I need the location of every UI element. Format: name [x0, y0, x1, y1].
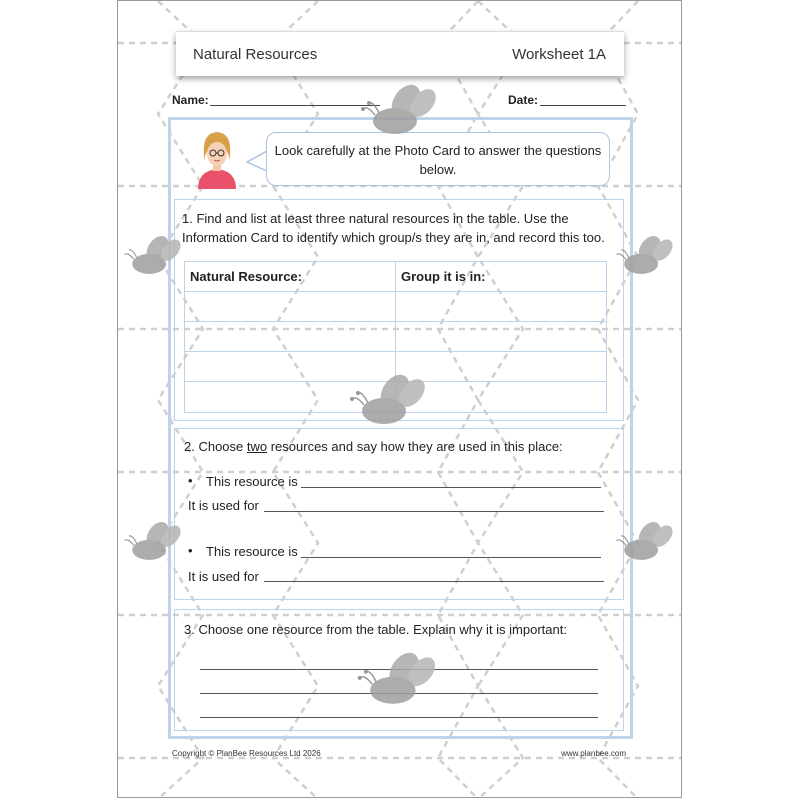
table-row-line	[185, 321, 606, 322]
bullet-1: •	[188, 473, 193, 488]
name-label: Name:	[172, 93, 209, 107]
bee-icon	[123, 233, 183, 281]
answer-line[interactable]	[200, 717, 598, 718]
used-for-answer-line-1[interactable]	[264, 511, 604, 512]
table-header-natural-resource: Natural Resource:	[190, 269, 302, 284]
table-row-line	[185, 291, 606, 292]
teacher-avatar-icon	[194, 127, 240, 189]
footer-website: www.planbee.com	[561, 749, 626, 758]
instruction-text: Look carefully at the Photo Card to answer the questions below.	[274, 143, 602, 177]
bee-icon	[615, 233, 675, 281]
bee-icon	[348, 373, 430, 431]
worksheet-number: Worksheet 1A	[512, 46, 606, 63]
header-title-box	[176, 31, 624, 76]
worksheet-page	[117, 0, 682, 798]
resource-label-2: This resource is	[206, 544, 298, 559]
table-row-line	[185, 351, 606, 352]
footer-copyright: Copyright © PlanBee Resources Ltd 2026	[172, 749, 321, 758]
question-1-text: 1. Find and list at least three natural resources in the table. Use the Information Card to identify which group/s they are in, and record this too.	[182, 211, 605, 245]
question-2-text-before: 2. Choose	[184, 439, 247, 454]
date-label: Date:	[508, 93, 539, 107]
question-2-text-after: resources and say how they are used in this place:	[267, 439, 563, 454]
worksheet-title: Natural Resources	[193, 46, 318, 63]
used-for-label-2: It is used for	[188, 569, 259, 584]
used-for-answer-line-2[interactable]	[264, 581, 604, 582]
bee-icon	[615, 519, 675, 567]
bee-icon	[361, 83, 439, 141]
question-2-text	[184, 437, 563, 456]
name-input-line[interactable]	[210, 105, 380, 106]
table-header-group: Group it is in:	[401, 269, 486, 284]
resource-answer-line-2[interactable]	[301, 557, 601, 558]
question-3-text: 3. Choose one resource from the table. Explain why it is important:	[184, 622, 567, 637]
resource-label-1: This resource is	[206, 474, 298, 489]
speech-bubble-tail	[246, 149, 268, 173]
bee-icon	[123, 519, 183, 567]
bullet-2: •	[188, 543, 193, 558]
bee-icon	[356, 651, 440, 711]
resource-answer-line-1[interactable]	[301, 487, 601, 488]
date-input-line[interactable]	[540, 105, 626, 106]
question-2-emphasis: two	[246, 439, 268, 454]
used-for-label-1: It is used for	[188, 498, 259, 513]
